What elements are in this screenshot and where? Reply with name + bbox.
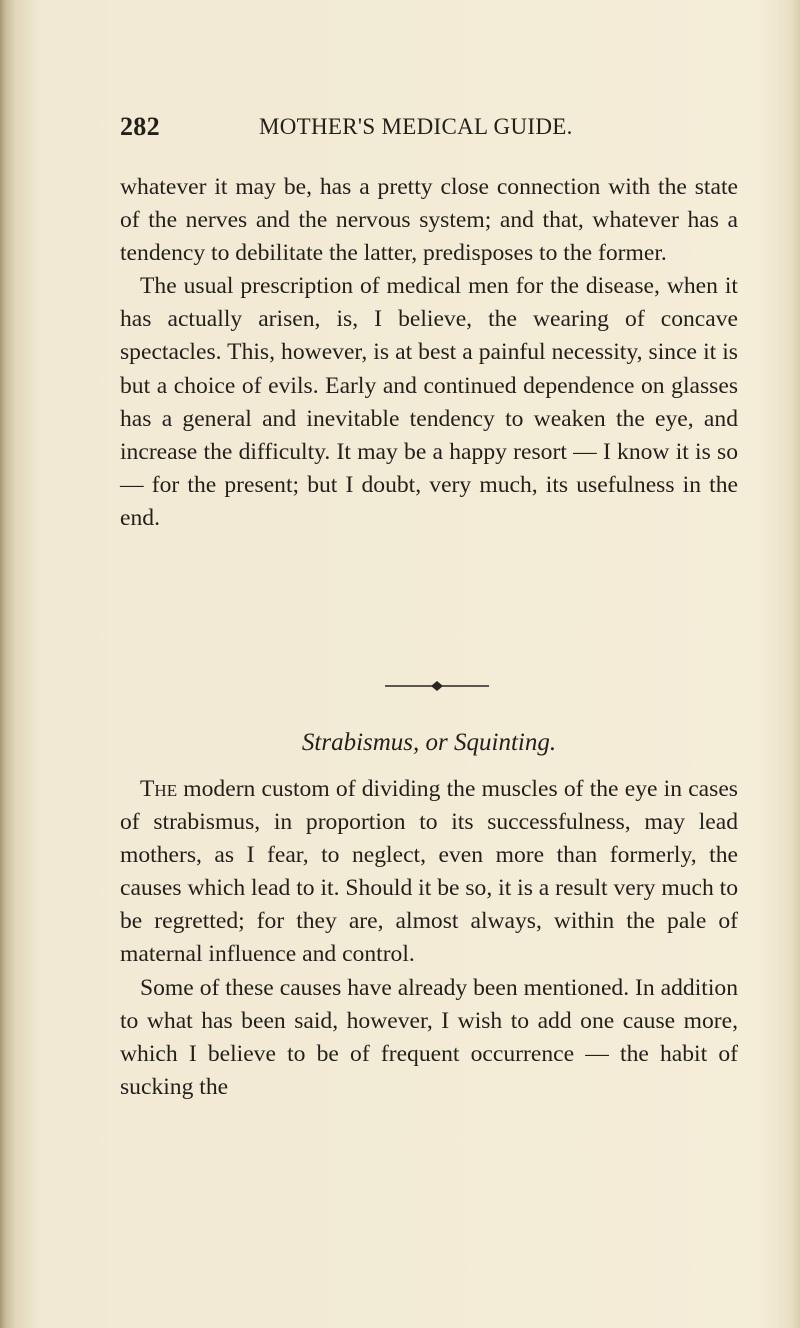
text-block-top <box>120 171 738 535</box>
lead-word: The <box>140 776 178 802</box>
paragraph: whatever it may be, has a pretty close connection with the state of the nerves and the nervous system; and that, whatever has a tendency to debilitate the latter, predisposes to the former. <box>120 174 738 267</box>
paragraph <box>120 773 738 972</box>
running-title: MOTHER'S MEDICAL GUIDE. <box>259 114 573 139</box>
paragraph: Some of these causes have already been mentioned. In addition to what has been said, however, I wish to add one cause more, which I believe to be of frequent occurrence — the habit of sucking the <box>120 974 738 1100</box>
paragraph: The usual prescription of medical men for the disease, when it has actually arisen, is, I believe, the wearing of concave spectacles. This, however, is at best a painful necessity, since it is but a choice of evils. Early and continued dependence on glasses has a general and inevitable tendency to weaken the eye, and increase the difficulty. It may be a happy resort — I know it is so — for the present; but I doubt, very much, its usefulness in the end. <box>120 273 738 531</box>
running-head <box>120 112 720 144</box>
page-number: 282 <box>120 112 160 141</box>
paragraph-text: modern custom of dividing the muscles of the eye in cases of strabismus, in proportion to its successfulness, may lead mothers, as I fear, to neglect, even more than formerly, the causes which lead to it. Should it be so, it is a result very much to be regretted; for they are, almost always, within the pale of maternal influence and control. <box>120 776 738 968</box>
section-divider-ornament <box>385 680 489 692</box>
section-heading: Strabismus, or Squinting. <box>301 729 557 756</box>
text-block-bottom <box>120 773 738 1104</box>
